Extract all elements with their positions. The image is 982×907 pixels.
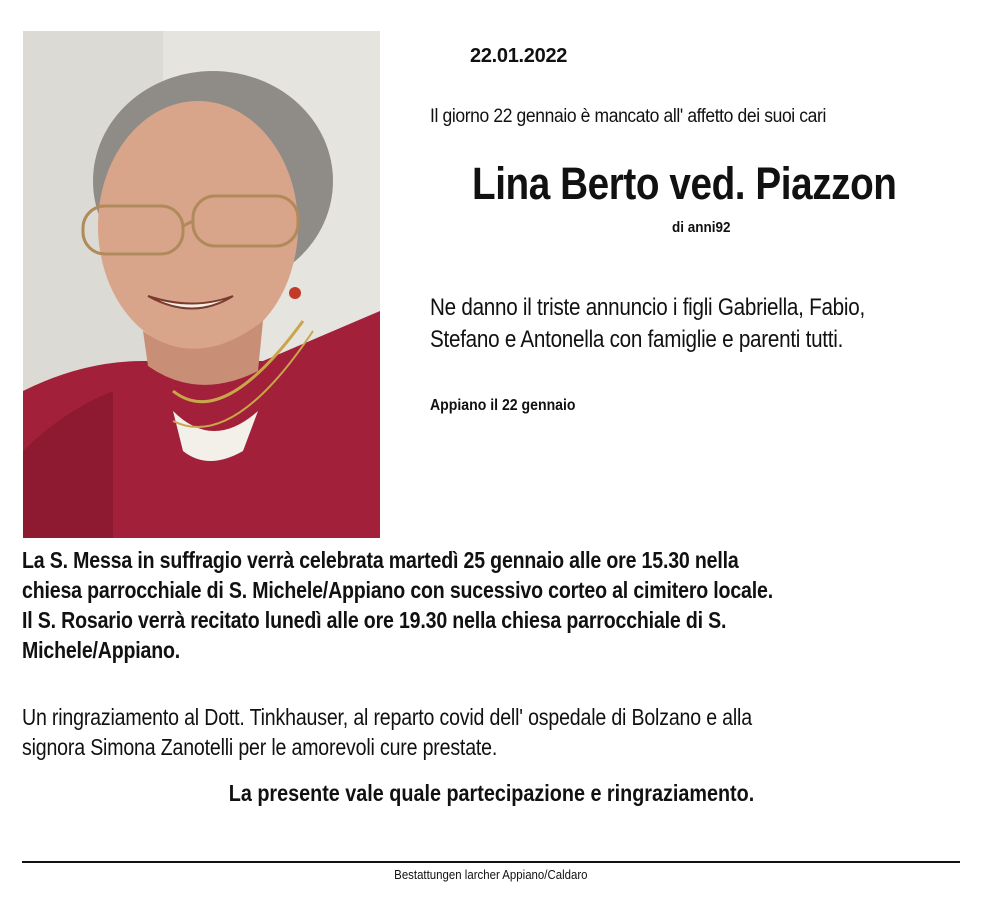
thanks-text [22, 702, 940, 762]
closing-text [0, 780, 982, 807]
place-date: Appiano il 22 gennaio [430, 397, 576, 414]
mass-line: chiesa parrocchiale di S. Michele/Appiano con sucessivo corteo al cimitero locale. [22, 577, 773, 603]
footer-divider [22, 861, 960, 863]
mass-line: Michele/Appiano. [22, 637, 181, 663]
notice-date: 22.01.2022 [470, 45, 568, 67]
mass-line: Il S. Rosario verrà recitato lunedì alle ore 19.30 nella chiesa parrocchiale di S. [22, 607, 727, 633]
thanks-line: Un ringraziamento al Dott. Tinkhauser, al reparto covid dell' ospedale di Bolzano e alla [22, 704, 752, 730]
mass-details [22, 545, 923, 665]
footer-text: Bestattungen larcher Appiano/Caldaro [394, 867, 588, 882]
mass-line: La S. Messa in suffragio verrà celebrata martedì 25 gennaio alle ore 15.30 nella [22, 547, 739, 573]
footer [0, 867, 982, 882]
announcement-text: Ne danno il triste annuncio i figli Gabriella, Fabio, Stefano e Antonella con famiglie e parenti tutti. [430, 294, 865, 353]
deceased-name: Lina Berto ved. Piazzon [472, 158, 897, 209]
deceased-age: di anni92 [672, 219, 731, 236]
closing-line: La presente vale quale partecipazione e ringraziamento. [228, 780, 754, 806]
portrait-photo [23, 31, 380, 538]
intro-text: Il giorno 22 gennaio è mancato all' affetto dei suoi cari [430, 106, 827, 127]
portrait-illustration [23, 31, 380, 538]
thanks-line: signora Simona Zanotelli per le amorevoli cure prestate. [22, 734, 498, 760]
